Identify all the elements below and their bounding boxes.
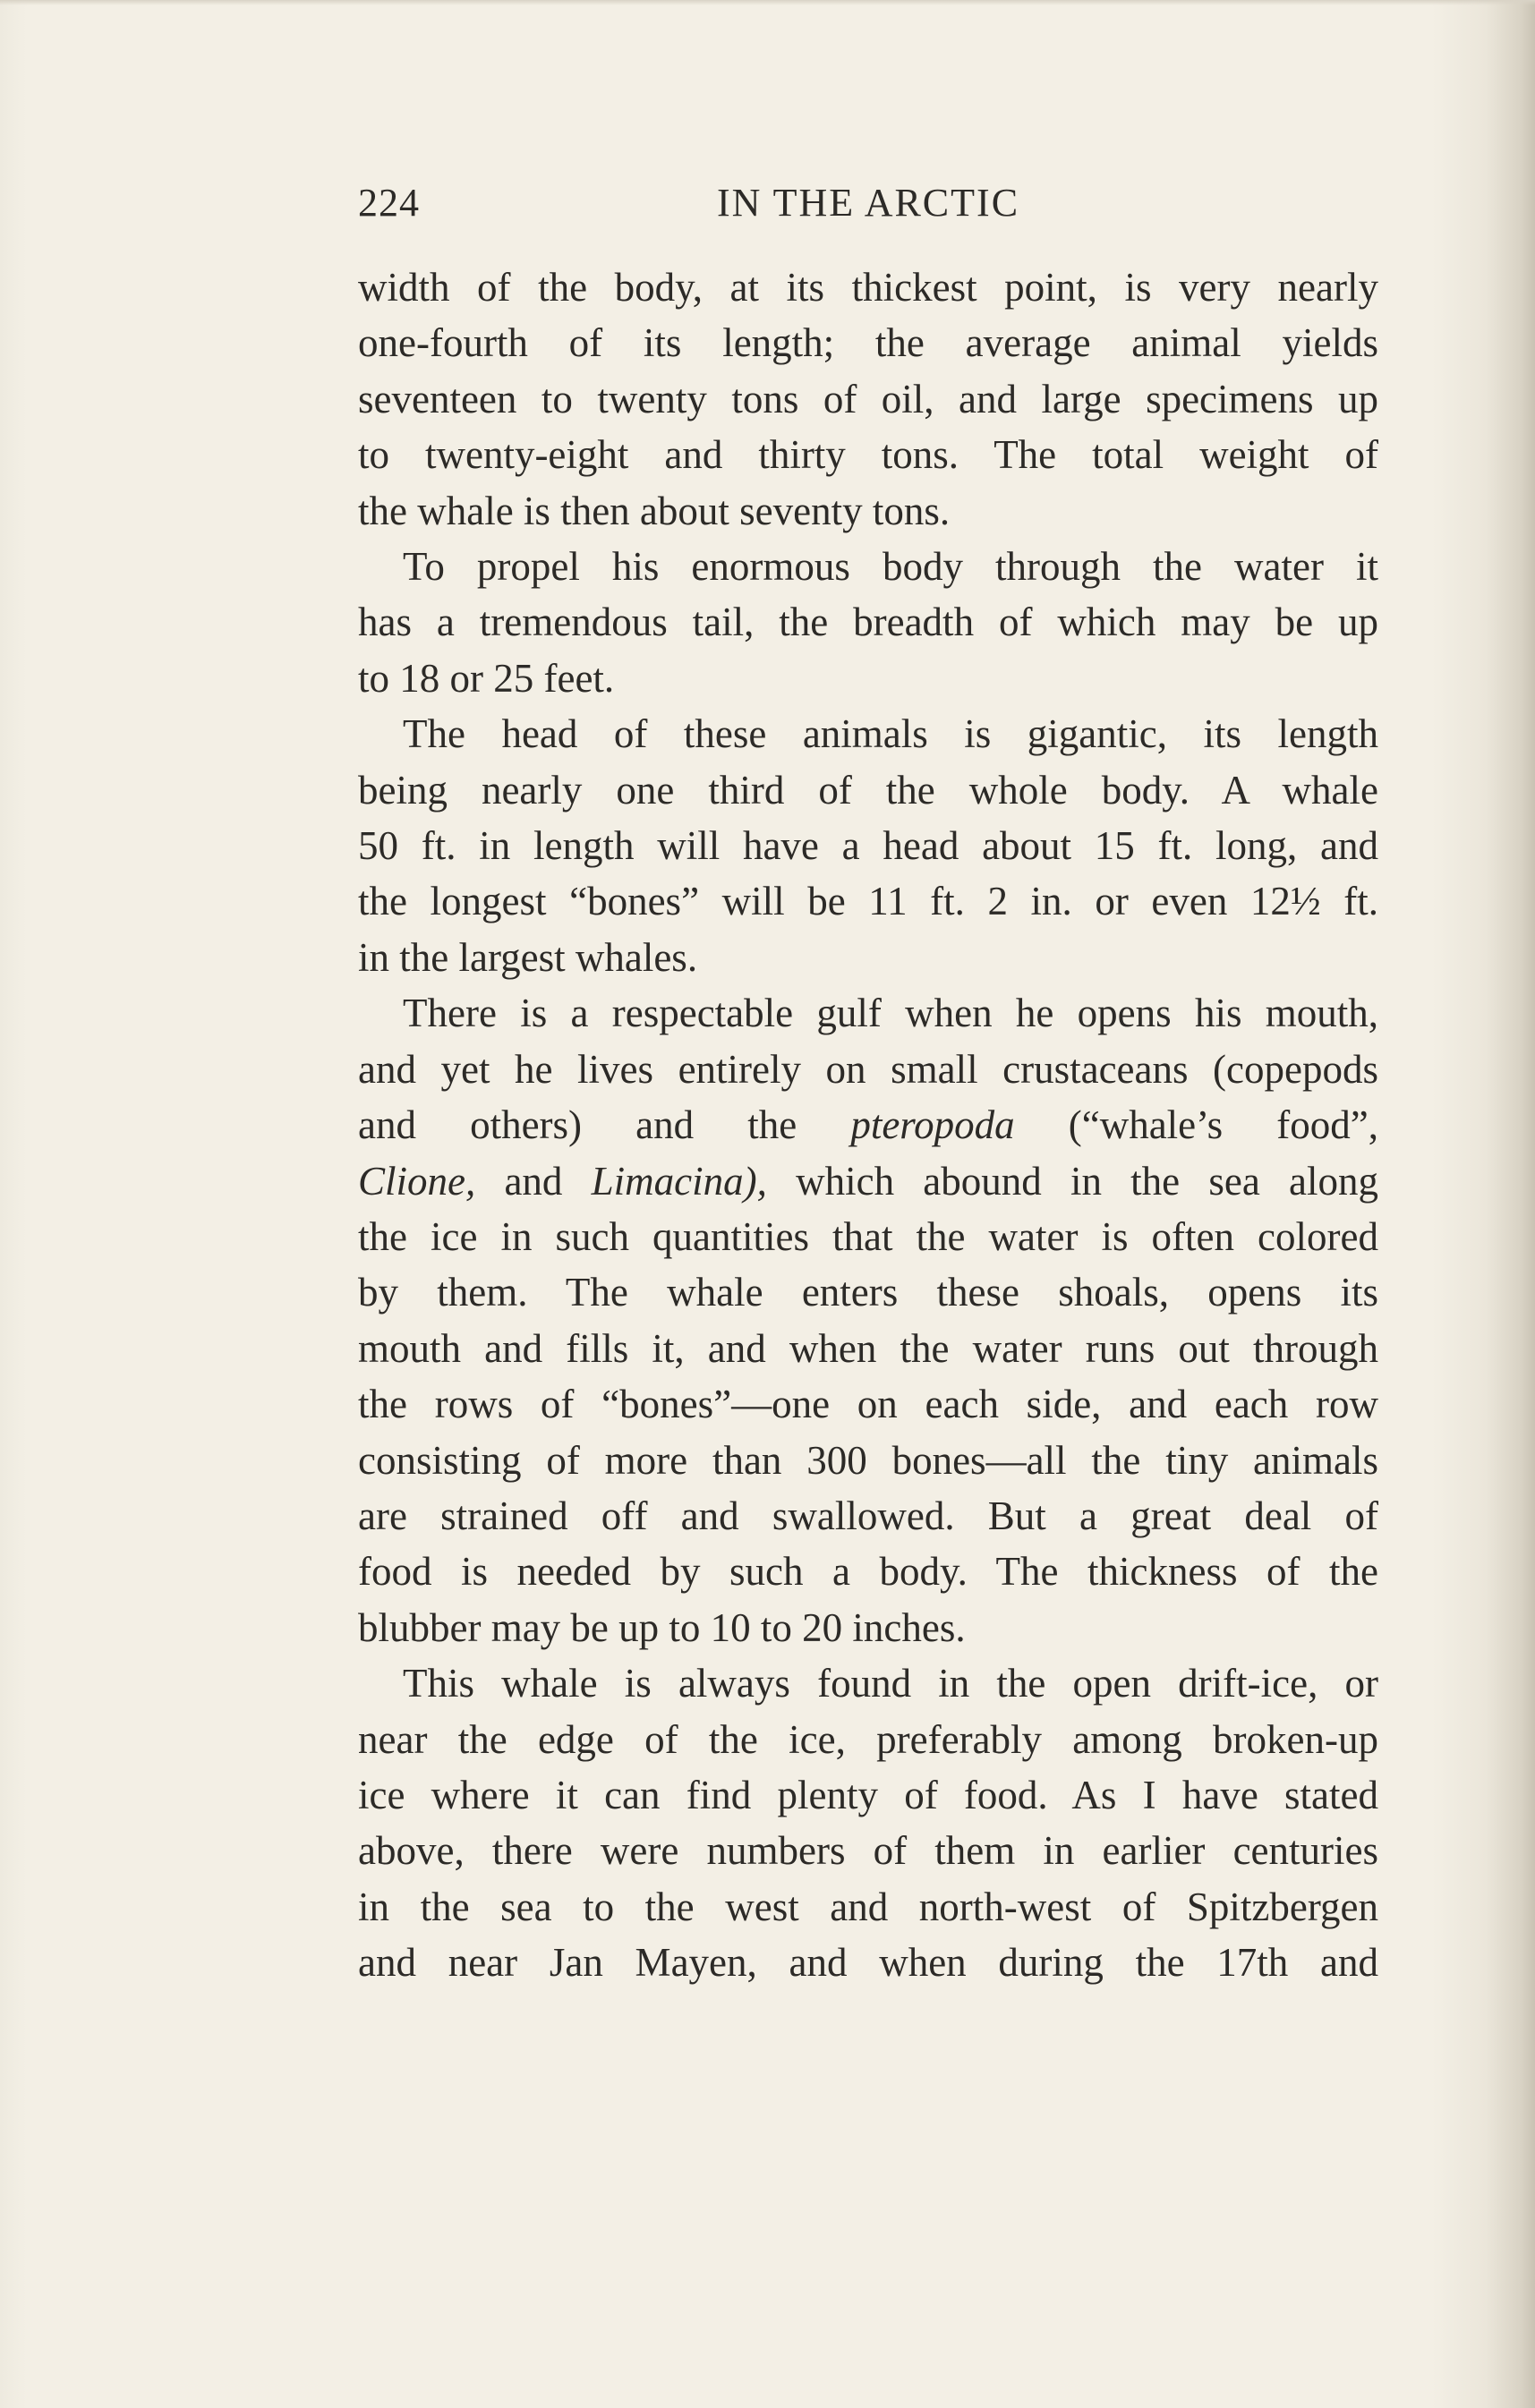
page-header (358, 172, 1378, 234)
text-line: in the largest whales. (358, 934, 698, 980)
text-run: (“whale’s food”, (1014, 1102, 1378, 1148)
text-line: To propel his enormous body through the water it (403, 544, 1378, 590)
text-line: There is a respectable gulf when he opens his mouth, (403, 991, 1378, 1036)
page-number: 224 (358, 181, 420, 225)
text-run: and (475, 1158, 592, 1204)
italic-term: pteropoda (850, 1102, 1015, 1148)
text-line: mouth and fills it, and when the water runs out through (358, 1325, 1378, 1371)
text-line: 50 ft. in length will have a head about 15 ft. long, and (358, 823, 1378, 869)
text-line: the ice in such quantities that the water is often colored (358, 1213, 1378, 1259)
text-line: the rows of “bones”—one on each side, and each row (358, 1382, 1378, 1427)
text-line (358, 1153, 1378, 1209)
text-line: seventeen to twenty tons of oil, and large specimens up (358, 376, 1378, 421)
running-head: IN THE ARCTIC (716, 181, 1020, 225)
text-line: consisting of more than 300 bones—all the tiny animals (358, 1437, 1378, 1483)
text-line (358, 1097, 1378, 1153)
text-run: which abound in the sea along (766, 1158, 1378, 1204)
text-line: to 18 or 25 feet. (358, 655, 615, 701)
text-line: one-fourth of its length; the average animal yields (358, 320, 1378, 366)
text-line: width of the body, at its thickest point, is very nearly (358, 265, 1378, 310)
text-line: near the edge of the ice, preferably among broken-up (358, 1716, 1378, 1762)
text-line: in the sea to the west and north-west of Spitzbergen (358, 1884, 1378, 1929)
text-line: has a tremendous tail, the breadth of which may be up (358, 600, 1378, 645)
text-line: are strained off and swallowed. But a great deal of (358, 1493, 1378, 1538)
text-line: food is needed by such a body. The thickness of the (358, 1549, 1378, 1595)
italic-term: Clione, (358, 1158, 476, 1204)
text-line: the longest “bones” will be 11 ft. 2 in. or even 12½ ft. (358, 879, 1378, 924)
text-line: to twenty-eight and thirty tons. The total weight of (358, 432, 1378, 478)
italic-term: Limacina), (591, 1158, 767, 1204)
text-line: by them. The whale enters these shoals, opens its (358, 1270, 1378, 1315)
text-line: The head of these animals is gigantic, its length (403, 711, 1378, 757)
text-line: above, there were numbers of them in earlier centuries (358, 1828, 1378, 1874)
text-line: ice where it can find plenty of food. As I have stated (358, 1772, 1378, 1817)
text-line: the whale is then about seventy tons. (358, 488, 951, 533)
text-line: and yet he lives entirely on small crustaceans (copepods (358, 1046, 1378, 1092)
text-line: blubber may be up to 10 to 20 inches. (358, 1604, 966, 1650)
text-line: being nearly one third of the whole body. A whale (358, 767, 1378, 813)
text-line: and near Jan Mayen, and when during the 17th and (358, 1940, 1378, 1986)
text-run: and others) and the (358, 1102, 851, 1148)
body-text (358, 260, 1378, 1991)
text-line: This whale is always found in the open drift-ice, or (403, 1661, 1378, 1706)
